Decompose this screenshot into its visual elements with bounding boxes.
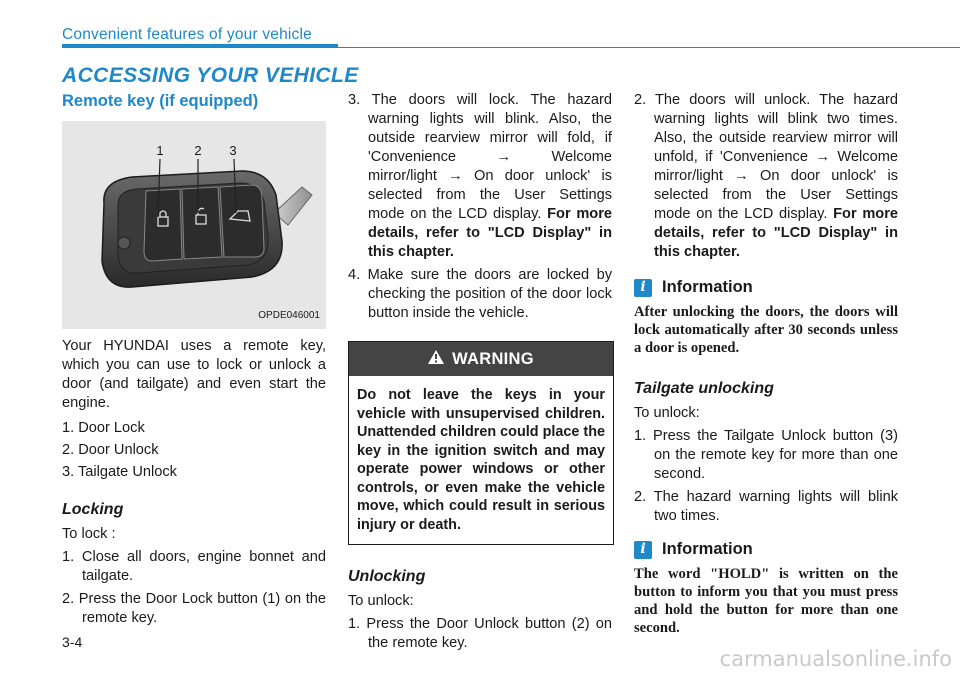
- info-icon: i: [634, 279, 652, 297]
- locking-heading: Locking: [62, 501, 124, 518]
- list-item: [348, 91, 612, 262]
- list-item: 2. The hazard warning lights will blink two times.: [634, 489, 898, 524]
- step-3-bold: For more details, refer to "LCD Display" in this chapter.: [368, 206, 612, 260]
- watermark: carmanualsonline.info: [719, 647, 952, 671]
- page-number: 3-4: [62, 634, 83, 650]
- warning-title: WARNING: [452, 349, 534, 368]
- information-heading: [634, 540, 898, 559]
- column-2: [348, 91, 612, 653]
- info-title: Information: [662, 278, 753, 296]
- figure-label-3: 3: [229, 143, 237, 158]
- to-unlock-label: To unlock:: [634, 405, 700, 421]
- warning-body: Do not leave the keys in your vehicle with unsupervised children. Unattended children could place the key in the ignition switch and may operate power windows or other controls, or even make the vehicle move, which could result in serious injury or death.: [357, 387, 605, 533]
- warning-triangle-icon: [428, 350, 444, 369]
- information-heading: [634, 278, 898, 297]
- column-1: [62, 92, 326, 628]
- list-item: 4. Make sure the doors are locked by checking the position of the door lock button inside the vehicle.: [348, 267, 612, 321]
- header-underline: [62, 44, 338, 48]
- remote-key-figure: [62, 121, 326, 329]
- to-lock-label: To lock :: [62, 526, 116, 542]
- step-2-text: 2. The doors will unlock. The hazard warning lights will blink two times. Also, the outside rearview mirror will unfold, if 'Convenience → Welcome mirror/light → On door unlock' is selected from the User Settings mode on the LCD display.: [634, 92, 898, 222]
- figure-label-1: 1: [156, 143, 164, 158]
- list-item: [634, 91, 898, 262]
- remote-key-subtitle: Remote key (if equipped): [62, 92, 259, 110]
- remote-key-illustration: [62, 121, 326, 329]
- figure-code: OPDE046001: [258, 310, 320, 321]
- info-body: After unlocking the doors, the doors will lock automatically after 30 seconds unless a door is opened.: [634, 304, 898, 356]
- to-unlock-label: To unlock:: [348, 593, 414, 609]
- list-item: 2. Press the Door Lock button (1) on the remote key.: [62, 591, 326, 626]
- intro-paragraph: Your HYUNDAI uses a remote key, which you can use to lock or unlock a door (and tailgate) and even start the engine.: [62, 338, 326, 411]
- list-item: 1. Door Lock: [62, 420, 145, 436]
- page-title: ACCESSING YOUR VEHICLE: [62, 64, 359, 87]
- column-3: [634, 91, 898, 637]
- header-rule: [338, 47, 960, 49]
- list-item: 2. Door Unlock: [62, 442, 159, 458]
- info-body: The word "HOLD" is written on the button to inform you that you must press and hold the button for more than one second.: [634, 566, 898, 636]
- list-item: 1. Press the Tailgate Unlock button (3) on the remote key for more than one second.: [634, 428, 898, 482]
- section-header: Convenient features of your vehicle: [62, 26, 312, 43]
- info-icon: i: [634, 541, 652, 559]
- unlocking-heading: Unlocking: [348, 568, 426, 585]
- info-title: Information: [662, 540, 753, 558]
- list-item: 1. Close all doors, engine bonnet and tailgate.: [62, 549, 326, 584]
- tailgate-heading: Tailgate unlocking: [634, 380, 774, 397]
- list-item: 1. Press the Door Unlock button (2) on the remote key.: [348, 616, 612, 651]
- step-2-bold: For more details, refer to "LCD Display" in this chapter.: [654, 206, 898, 260]
- figure-label-2: 2: [194, 143, 202, 158]
- list-item: 3. Tailgate Unlock: [62, 464, 177, 480]
- warning-header: [349, 342, 613, 376]
- step-3-text: 3. The doors will lock. The hazard warning lights will blink. Also, the outside rearview mirror will fold, if 'Convenience → Welcome mirror/light → On door unlock' is selected from the User Settings mode on the LCD display.: [348, 92, 612, 222]
- warning-box: [348, 341, 614, 545]
